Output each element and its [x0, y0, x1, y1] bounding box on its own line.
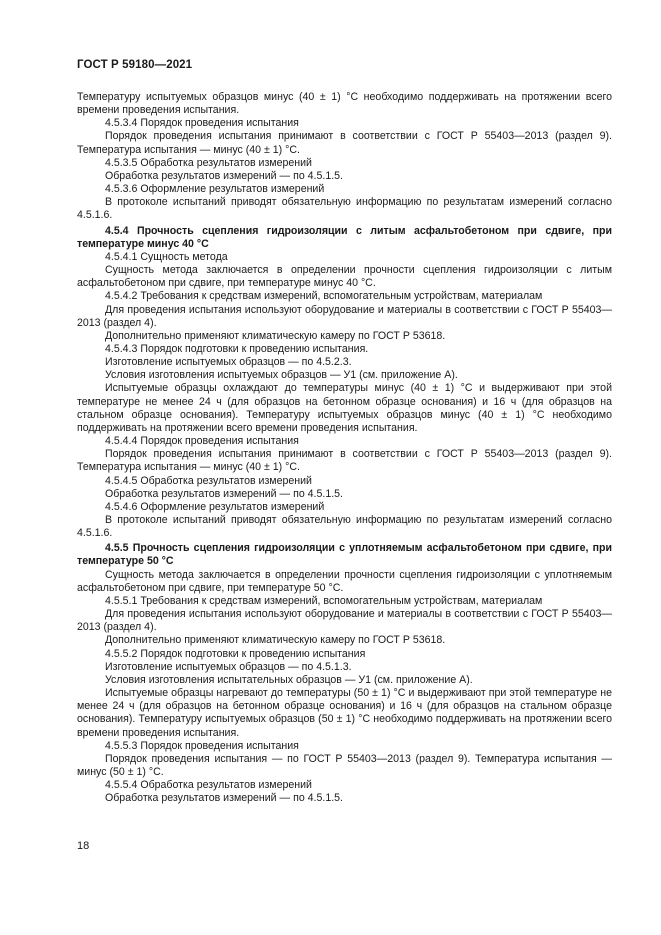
paragraph: Изготовление испытуемых образцов — по 4.5.1.3.: [105, 660, 352, 673]
paragraph: Обработка результатов измерений — по 4.5.1.5.: [105, 792, 343, 805]
paragraph: В протоколе испытаний приводят обязательную информацию по результатам измерений согласно 4.5.1.6.: [77, 514, 612, 540]
paragraph: Обработка результатов измерений — по 4.5.1.5.: [105, 169, 343, 182]
paragraph: Сущность метода заключается в определении прочности сцепления гидроизоляции с уплотняемым асфальтобетоном при сдвиге, при температуре 50 °С.: [77, 568, 612, 594]
paragraph: Испытуемые образцы нагревают до температуры (50 ± 1) °С и выдерживают при этой температуре не менее 24 ч (для образцов на бетонном образце основания) и 16 ч (для образцов на стальном образце основания). Температуру испытуемых образцов (50 ± 1) °С необходимо поддерживать на протяжении всего времени проведения испытания.: [77, 687, 612, 739]
paragraph: Дополнительно применяют климатическую камеру по ГОСТ Р 53618.: [105, 634, 446, 647]
paragraph: Для проведения испытания используют оборудование и материалы в соответствии с ГОСТ Р 55403—2013 (раздел 4).: [77, 608, 612, 634]
paragraph: Обработка результатов измерений — по 4.5.1.5.: [105, 487, 343, 500]
paragraph: Условия изготовления испытательных образцов — У1 (см. приложение А).: [105, 673, 473, 686]
paragraph: Изготовление испытуемых образцов — по 4.5.2.3.: [105, 356, 352, 369]
paragraph: 4.5.4.2 Требования к средствам измерений, вспомогательным устройствам, материалам: [105, 290, 543, 303]
paragraph: Условия изготовления испытуемых образцов — У1 (см. приложение А).: [105, 369, 458, 382]
paragraph: Порядок проведения испытания принимают в соответствии с ГОСТ Р 55403—2013 (раздел 9). Температура испытания — минус (40 ± 1) °С.: [77, 448, 612, 474]
paragraph: 4.5.4.6 Оформление результатов измерений: [105, 500, 325, 513]
paragraph: 4.5.4.1 Сущность метода: [105, 250, 228, 263]
document-body: [77, 91, 612, 805]
paragraph: Дополнительно применяют климатическую камеру по ГОСТ Р 53618.: [105, 329, 446, 342]
paragraph: В протоколе испытаний приводят обязательную информацию по результатам измерений согласно 4.5.1.6.: [77, 196, 612, 222]
section-heading: 4.5.4 Прочность сцепления гидроизоляции с литым асфальтобетоном при сдвиге, при температуре минус 40 °С: [77, 224, 612, 250]
paragraph: 4.5.3.4 Порядок проведения испытания: [105, 117, 299, 130]
section-heading: 4.5.5 Прочность сцепления гидроизоляции с уплотняемым асфальтобетоном при сдвиге, при температуре 50 °С: [77, 542, 612, 568]
paragraph: 4.5.3.6 Оформление результатов измерений: [105, 183, 325, 196]
paragraph: 4.5.5.2 Порядок подготовки к проведению испытания: [105, 647, 366, 660]
page-number: 18: [77, 840, 90, 852]
paragraph: Для проведения испытания используют оборудование и материалы в соответствии с ГОСТ Р 55403—2013 (раздел 4).: [77, 303, 612, 329]
standard-header: ГОСТ Р 59180—2021: [77, 59, 193, 71]
paragraph: 4.5.4.5 Обработка результатов измерений: [105, 474, 312, 487]
paragraph: 4.5.3.5 Обработка результатов измерений: [105, 156, 312, 169]
paragraph: Температуру испытуемых образцов минус (40 ± 1) °С необходимо поддерживать на протяжении всего времени проведения испытания.: [77, 91, 612, 117]
paragraph: 4.5.5.4 Обработка результатов измерений: [105, 779, 312, 792]
paragraph: Сущность метода заключается в определении прочности сцепления гидроизоляции с литым асфальтобетоном при сдвиге, при температуре минус 40 °С.: [77, 264, 612, 290]
paragraph: 4.5.4.4 Порядок проведения испытания: [105, 435, 299, 448]
paragraph: 4.5.5.3 Порядок проведения испытания: [105, 739, 299, 752]
paragraph: 4.5.4.3 Порядок подготовки к проведению испытания.: [105, 342, 369, 355]
paragraph: 4.5.5.1 Требования к средствам измерений, вспомогательным устройствам, материалам: [105, 594, 543, 607]
paragraph: Порядок проведения испытания принимают в соответствии с ГОСТ Р 55403—2013 (раздел 9). Температура испытания — минус (40 ± 1) °С.: [77, 130, 612, 156]
paragraph: Испытуемые образцы охлаждают до температуры минус (40 ± 1) °С и выдерживают при этой температуре не менее 24 ч (для образцов на бетонном образце основания) и 16 ч (для образцов на стальном образце основания). Температуру испытуемых образцов минус (40 ± 1) °С необходимо поддерживать на протяжении всего времени проведения испытания.: [77, 382, 612, 434]
paragraph: Порядок проведения испытания — по ГОСТ Р 55403—2013 (раздел 9). Температура испытания — минус (50 ± 1) °С.: [77, 752, 612, 778]
